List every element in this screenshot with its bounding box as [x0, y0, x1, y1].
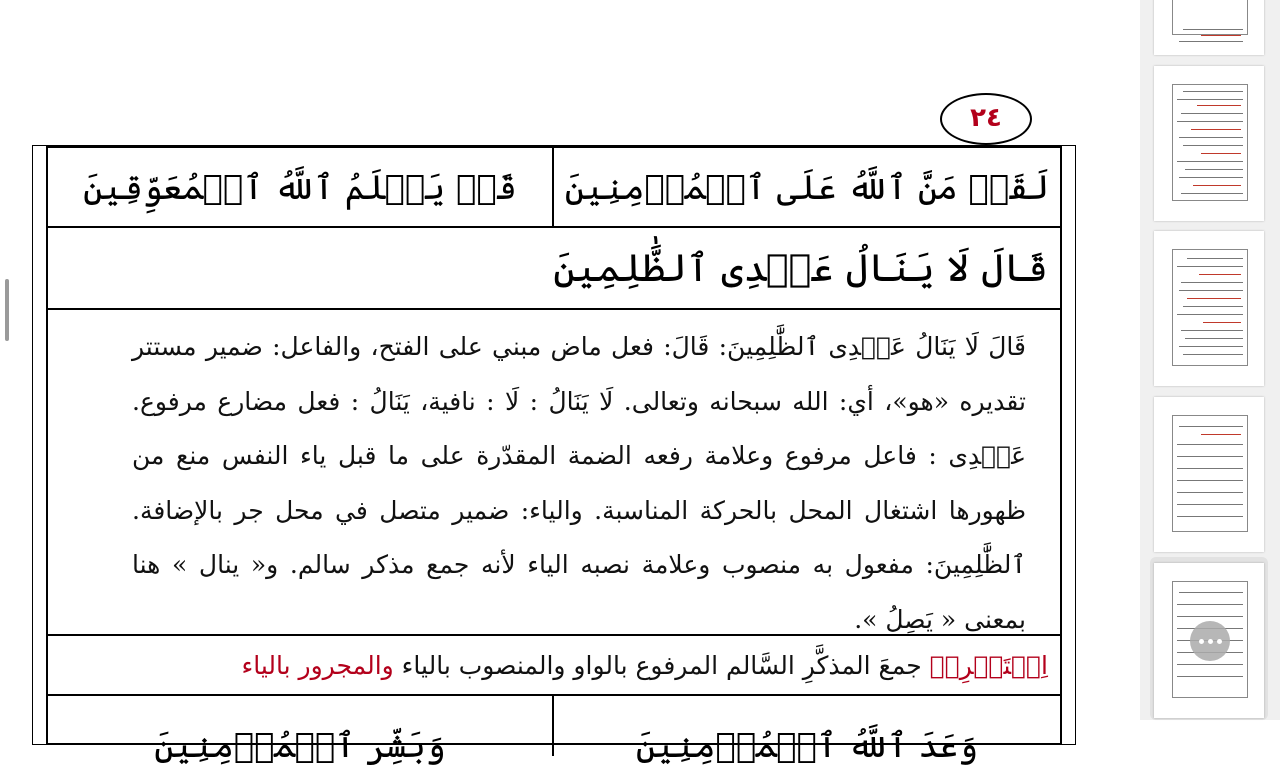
thumbnail-content — [1172, 0, 1248, 35]
thumbnail-content — [1172, 249, 1248, 366]
thumbnail-content — [1172, 415, 1248, 532]
verse-text-left: قَدۡ يَعۡلَمُ ٱللَّهُ ٱلۡمُعَوِّقِينَ — [83, 167, 517, 208]
explanation-row — [48, 310, 1060, 636]
ellipsis-icon[interactable] — [1190, 621, 1230, 661]
verse-cell-left — [48, 148, 554, 226]
grammar-explanation: قَالَ لَا يَنَالُ عَهۡدِى ٱلظَّٰلِمِينَ: قَالَ: فعل ماض مبني على الفتح، والفاعل: ضمير مستتر تقديره «هو»، أي: الله سبحانه وتعالى. لَا يَنَالُ : لَا : نافية، يَنَالُ : فعل مضارع مرفوع. عَهۡدِى : فاعل مرفوع وعلامة رفعه الضمة المقدّرة على ما قبل ياء النفس منع من ظهورها اشتغال المحل بالحركة المناسبة. والياء: ضمير متصل في محل جر بالإضافة. ٱلظَّٰلِمِينَ: مفعول به منصوب وعلامة نصبه الياء لأنه جمع مذكر سالم. و« ينال » هنا بمعنى « يَصِلُ ». — [132, 332, 1026, 634]
verse-cell-bottom-right — [554, 696, 1060, 766]
verse-cell-bottom-left — [48, 696, 554, 766]
instruction-text: جمعَ المذكَّرِ السَّالم المرفوع بالواو والمنصوب بالياء — [401, 650, 922, 680]
instruction-row — [48, 636, 1060, 696]
instruction-keyword: اِسۡتَخۡرِجۡ — [929, 650, 1048, 680]
main-verse-row — [48, 228, 1060, 310]
vertical-scroll-handle[interactable] — [5, 279, 9, 341]
page-thumbnail[interactable] — [1154, 231, 1264, 386]
thumbnail-content — [1172, 84, 1248, 201]
page-thumbnail[interactable] — [1154, 66, 1264, 221]
instruction-cell — [48, 636, 1060, 694]
verse-row-top — [48, 148, 1060, 228]
instruction-highlight: والمجرور بالياء — [241, 650, 394, 680]
verse-text-bottom-left: وَبَشِّرِ ٱلۡمُؤۡمِنِينَ — [154, 725, 446, 766]
page-thumbnails-panel — [1140, 0, 1280, 720]
verse-text-bottom-right: وَعَدَ ٱللَّهُ ٱلۡمُؤۡمِنِينَ — [635, 725, 979, 766]
verse-cell-right — [554, 148, 1060, 226]
main-verse-cell — [48, 228, 1060, 308]
page-thumbnail[interactable] — [1154, 397, 1264, 552]
main-verse-text: قَالَ لَا يَنَالُ عَهۡدِى ٱلظَّٰلِمِينَ — [553, 246, 1048, 290]
page-number-badge: ٢٤ — [940, 93, 1032, 145]
verse-row-bottom — [48, 696, 1060, 766]
page-thumbnail[interactable] — [1154, 0, 1264, 55]
verse-text-right: لَقَدۡ مَنَّ ٱللَّهُ عَلَى ٱلۡمُؤۡمِنِينَ — [564, 167, 1050, 208]
content-table — [46, 145, 1062, 766]
